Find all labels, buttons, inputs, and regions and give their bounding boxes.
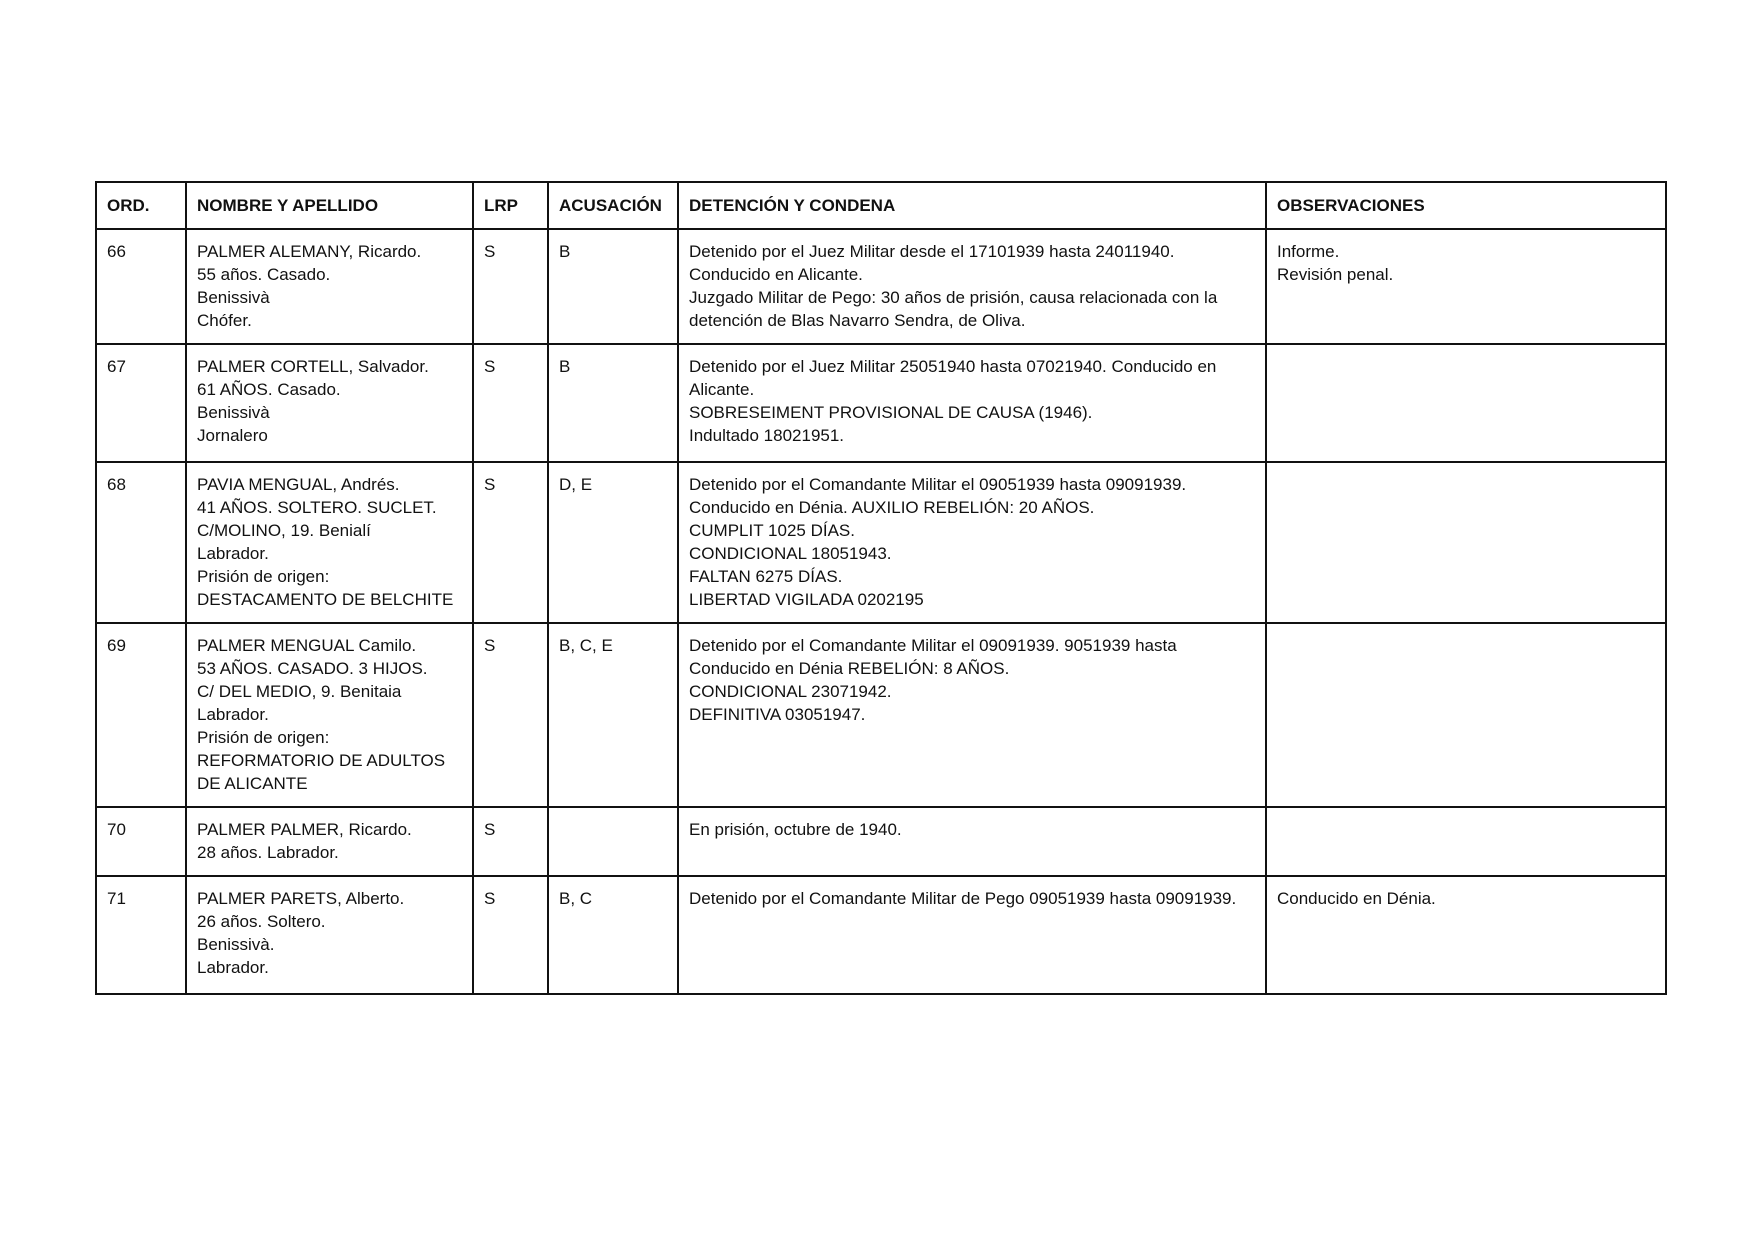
name-line: 28 años. Labrador. — [197, 843, 339, 862]
detencion-line: En prisión, octubre de 1940. — [689, 820, 902, 839]
cell-acusacion: D, E — [548, 462, 678, 623]
cell-name — [186, 344, 473, 462]
name-line: PALMER CORTELL, Salvador. — [197, 357, 429, 376]
header-row — [96, 182, 1666, 229]
table-row — [96, 623, 1666, 807]
cell-acusacion: B, C, E — [548, 623, 678, 807]
cell-ord: 69 — [96, 623, 186, 807]
detainee-records-table — [95, 181, 1667, 995]
cell-lrp: S — [473, 876, 548, 994]
cell-acusacion: B — [548, 344, 678, 462]
name-line: Benissivà. — [197, 935, 275, 954]
name-line: PALMER ALEMANY, Ricardo. — [197, 242, 422, 261]
detencion-line: Juzgado Militar de Pego: 30 años de prisión, causa relacionada con la detención de Blas Navarro Sendra, de Oliva. — [689, 288, 1218, 330]
cell-ord: 71 — [96, 876, 186, 994]
header-detencion: DETENCIÓN Y CONDENA — [678, 182, 1266, 229]
name-line: C/ DEL MEDIO, 9. Benitaia — [197, 682, 402, 701]
cell-acusacion: B — [548, 229, 678, 344]
name-line: PALMER PARETS, Alberto. — [197, 889, 405, 908]
cell-observaciones — [1266, 462, 1666, 623]
cell-detencion — [678, 229, 1266, 344]
detencion-line: DEFINITIVA 03051947. — [689, 705, 866, 724]
cell-name — [186, 876, 473, 994]
cell-observaciones — [1266, 807, 1666, 876]
detencion-line: CONDICIONAL 23071942. — [689, 682, 892, 701]
name-line: Labrador. — [197, 958, 269, 977]
cell-lrp: S — [473, 229, 548, 344]
detencion-line: Detenido por el Comandante Militar el 09091939. 9051939 hasta — [689, 636, 1177, 655]
name-line: Prisión de origen: — [197, 728, 330, 747]
name-line: 26 años. Soltero. — [197, 912, 326, 931]
name-line: DESTACAMENTO DE BELCHITE — [197, 590, 454, 609]
cell-lrp: S — [473, 807, 548, 876]
cell-detencion — [678, 807, 1266, 876]
detencion-line: FALTAN 6275 DÍAS. — [689, 567, 843, 586]
header-name: NOMBRE Y APELLIDO — [186, 182, 473, 229]
name-line: Benissivà — [197, 288, 270, 307]
name-line: PALMER MENGUAL Camilo. — [197, 636, 417, 655]
table-row — [96, 229, 1666, 344]
header-acusacion: ACUSACIÓN — [548, 182, 678, 229]
cell-name — [186, 807, 473, 876]
header-lrp: LRP — [473, 182, 548, 229]
cell-acusacion: B, C — [548, 876, 678, 994]
detencion-line: Detenido por el Juez Militar desde el 17101939 hasta 24011940. — [689, 242, 1175, 261]
name-line: Labrador. — [197, 705, 269, 724]
detencion-line: CUMPLIT 1025 DÍAS. — [689, 521, 855, 540]
cell-observaciones — [1266, 344, 1666, 462]
cell-name — [186, 229, 473, 344]
cell-ord: 70 — [96, 807, 186, 876]
detencion-line: Conducido en Dénia. AUXILIO REBELIÓN: 20 AÑOS. — [689, 498, 1095, 517]
detencion-line: Indultado 18021951. — [689, 426, 845, 445]
detencion-line: LIBERTAD VIGILADA 0202195 — [689, 590, 924, 609]
cell-detencion — [678, 876, 1266, 994]
cell-name — [186, 623, 473, 807]
cell-ord: 66 — [96, 229, 186, 344]
cell-lrp: S — [473, 344, 548, 462]
cell-observaciones — [1266, 229, 1666, 344]
name-line: PALMER PALMER, Ricardo. — [197, 820, 412, 839]
table-row — [96, 876, 1666, 994]
detencion-line: Conducido en Alicante. — [689, 265, 863, 284]
cell-ord: 67 — [96, 344, 186, 462]
name-line: PAVIA MENGUAL, Andrés. — [197, 475, 400, 494]
name-line: Chófer. — [197, 311, 252, 330]
cell-detencion — [678, 462, 1266, 623]
name-line: 53 AÑOS. CASADO. 3 HIJOS. — [197, 659, 428, 678]
name-line: 41 AÑOS. SOLTERO. SUCLET. — [197, 498, 437, 517]
cell-detencion — [678, 623, 1266, 807]
cell-lrp: S — [473, 623, 548, 807]
cell-name — [186, 462, 473, 623]
cell-acusacion — [548, 807, 678, 876]
name-line: 61 AÑOS. Casado. — [197, 380, 341, 399]
name-line: REFORMATORIO DE ADULTOS DE ALICANTE — [197, 751, 446, 793]
header-observaciones: OBSERVACIONES — [1266, 182, 1666, 229]
detencion-line: Detenido por el Comandante Militar el 09051939 hasta 09091939. — [689, 475, 1187, 494]
cell-observaciones — [1266, 623, 1666, 807]
detencion-line: SOBRESEIMENT PROVISIONAL DE CAUSA (1946). — [689, 403, 1093, 422]
detencion-line: Detenido por el Comandante Militar de Pego 09051939 hasta 09091939. — [689, 889, 1237, 908]
observaciones-line: Conducido en Dénia. — [1277, 889, 1436, 908]
name-line: Labrador. — [197, 544, 269, 563]
name-line: 55 años. Casado. — [197, 265, 331, 284]
observaciones-line: Informe. — [1277, 242, 1340, 261]
table-row — [96, 344, 1666, 462]
table-row — [96, 807, 1666, 876]
name-line: C/MOLINO, 19. Benialí — [197, 521, 371, 540]
observaciones-line: Revisión penal. — [1277, 265, 1394, 284]
cell-detencion — [678, 344, 1266, 462]
name-line: Jornalero — [197, 426, 268, 445]
name-line: Benissivà — [197, 403, 270, 422]
cell-ord: 68 — [96, 462, 186, 623]
table-row — [96, 462, 1666, 623]
detencion-line: Detenido por el Juez Militar 25051940 hasta 07021940. Conducido en Alicante. — [689, 357, 1217, 399]
name-line: Prisión de origen: — [197, 567, 330, 586]
cell-observaciones — [1266, 876, 1666, 994]
header-ord: ORD. — [96, 182, 186, 229]
cell-lrp: S — [473, 462, 548, 623]
detencion-line: Conducido en Dénia REBELIÓN: 8 AÑOS. — [689, 659, 1010, 678]
detencion-line: CONDICIONAL 18051943. — [689, 544, 892, 563]
